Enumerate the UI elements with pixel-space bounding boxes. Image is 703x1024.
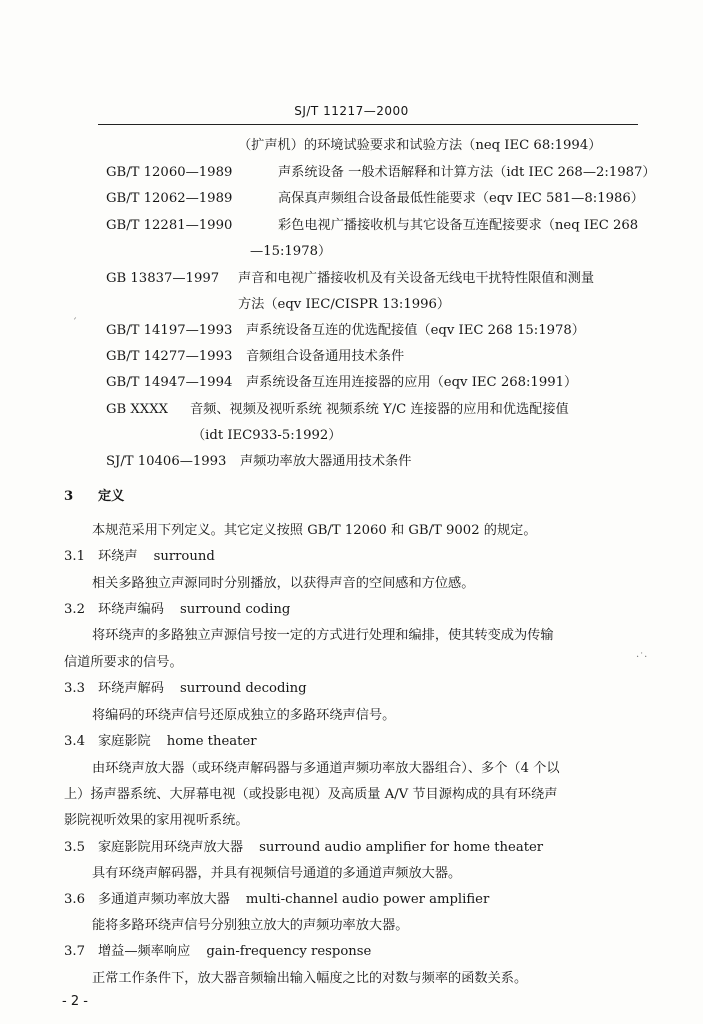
ref-title: 音频组合设备通用技术条件 bbox=[246, 349, 405, 364]
running-header: SJ/T 11217—2000 bbox=[294, 104, 409, 118]
ref-continuation: （扩声机）的环境试验要求和试验方法（neq IEC 68:1994） bbox=[238, 138, 602, 153]
ref-continuation: 方法（eqv IEC/CISPR 13:1996） bbox=[238, 297, 451, 312]
term-en: gain-frequency response bbox=[206, 944, 372, 959]
definition-term bbox=[64, 733, 257, 751]
definition-body: 信道所要求的信号。 bbox=[64, 655, 183, 670]
term-en: home theater bbox=[166, 734, 257, 749]
term-number: 3.4 bbox=[64, 734, 85, 749]
ref-item bbox=[106, 348, 404, 366]
page-number: - 2 - bbox=[62, 994, 88, 1009]
ref-item bbox=[106, 374, 577, 392]
term-number: 3.5 bbox=[64, 840, 85, 855]
term-zh: 多通道声频功率放大器 bbox=[98, 892, 230, 907]
ref-continuation: （idt IEC933-5:1992） bbox=[192, 428, 342, 443]
ref-item bbox=[106, 270, 594, 288]
ref-title: 彩色电视广播接收机与其它设备互连配接要求（neq IEC 268 bbox=[278, 218, 639, 233]
ref-title: 高保真声频组合设备最低性能要求（eqv IEC 581—8:1986） bbox=[278, 191, 644, 206]
definition-term bbox=[64, 943, 371, 961]
term-zh: 环绕声 bbox=[98, 549, 138, 564]
term-zh: 家庭影院用环绕声放大器 bbox=[98, 840, 244, 855]
ref-title: 声系统设备互连的优选配接值（eqv IEC 268 15:1978） bbox=[246, 323, 585, 338]
definition-body: 相关多路独立声源同时分别播放，以获得声音的空间感和方位感。 bbox=[92, 576, 475, 591]
definition-term bbox=[64, 839, 543, 857]
definition-term bbox=[64, 548, 215, 566]
term-number: 3.1 bbox=[64, 549, 85, 564]
definition-term bbox=[64, 601, 290, 619]
term-number: 3.3 bbox=[64, 681, 85, 696]
section-number: 3 bbox=[64, 489, 74, 504]
scan-speck: ·˙· bbox=[636, 652, 648, 663]
term-number: 3.6 bbox=[64, 892, 85, 907]
term-en: surround bbox=[153, 549, 215, 564]
ref-item bbox=[106, 217, 638, 235]
term-en: multi-channel audio power amplifier bbox=[245, 892, 490, 907]
ref-code: GB/T 14947—1994 bbox=[106, 375, 233, 390]
ref-item bbox=[106, 401, 569, 419]
term-zh: 环绕声编码 bbox=[98, 602, 164, 617]
definition-body: 影院视听效果的家用视听系统。 bbox=[64, 813, 249, 828]
definition-body: 能将多路环绕声信号分别独立放大的声频功率放大器。 bbox=[92, 918, 409, 933]
term-zh: 家庭影院 bbox=[98, 734, 151, 749]
section-heading bbox=[64, 488, 124, 506]
ref-code: GB/T 14197—1993 bbox=[106, 323, 233, 338]
term-en: surround decoding bbox=[179, 681, 307, 696]
section-intro: 本规范采用下列定义。其它定义按照 GB/T 12060 和 GB/T 9002 的规定。 bbox=[92, 523, 537, 538]
ref-code: GB/T 14277—1993 bbox=[106, 349, 233, 364]
header-rule bbox=[98, 124, 638, 125]
definition-body: 上）扬声器系统、大屏幕电视（或投影电视）及高质量 A/V 节目源构成的具有环绕声 bbox=[64, 787, 558, 802]
ref-item bbox=[106, 190, 644, 208]
definition-body: 将编码的环绕声信号还原成独立的多路环绕声信号。 bbox=[92, 708, 396, 723]
definition-body: 由环绕声放大器（或环绕声解码器与多通道声频功率放大器组合）、多个（4 个以 bbox=[92, 761, 560, 776]
ref-code: GB/T 12060—1989 bbox=[106, 165, 233, 180]
definition-body: 正常工作条件下，放大器音频输出输入幅度之比的对数与频率的函数关系。 bbox=[92, 971, 528, 986]
section-title: 定义 bbox=[98, 489, 125, 504]
ref-title: 声频功率放大器通用技术条件 bbox=[240, 454, 412, 469]
definition-body: 将环绕声的多路独立声源信号按一定的方式进行处理和编排，使其转变成为传输 bbox=[92, 628, 554, 643]
ref-item bbox=[106, 453, 411, 471]
ref-code: GB/T 12062—1989 bbox=[106, 191, 233, 206]
term-number: 3.7 bbox=[64, 944, 85, 959]
ref-code: GB 13837—1997 bbox=[106, 271, 220, 286]
term-en: surround coding bbox=[179, 602, 291, 617]
ref-code: SJ/T 10406—1993 bbox=[106, 454, 227, 469]
term-en: surround audio amplifier for home theater bbox=[259, 840, 544, 855]
ref-item bbox=[106, 164, 656, 182]
term-zh: 增益—频率响应 bbox=[98, 944, 191, 959]
ref-title: 声系统设备 一般术语解释和计算方法（idt IEC 268—2:1987） bbox=[278, 165, 656, 180]
ref-item bbox=[106, 322, 585, 340]
ref-code: GB/T 12281—1990 bbox=[106, 218, 233, 233]
definition-term bbox=[64, 891, 489, 909]
ref-title: 声系统设备互连用连接器的应用（eqv IEC 268:1991） bbox=[246, 375, 578, 390]
ref-code: GB XXXX bbox=[106, 402, 168, 417]
ref-continuation: —15:1978） bbox=[250, 244, 332, 259]
ref-title: 声音和电视广播接收机及有关设备无线电干扰特性限值和测量 bbox=[238, 271, 595, 286]
scan-speck: ˊ bbox=[72, 318, 77, 329]
ref-title: 音频、视频及视听系统 视频系统 Y/C 连接器的应用和优选配接值 bbox=[190, 402, 569, 417]
term-number: 3.2 bbox=[64, 602, 85, 617]
term-zh: 环绕声解码 bbox=[98, 681, 164, 696]
definition-term bbox=[64, 680, 307, 698]
definition-body: 具有环绕声解码器，并具有视频信号通道的多通道声频放大器。 bbox=[92, 866, 462, 881]
